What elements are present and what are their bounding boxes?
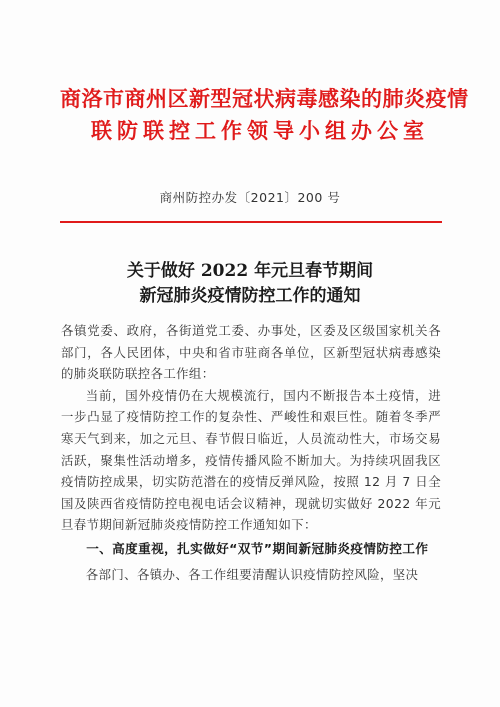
document-number: 商州防控办发〔2021〕200 号	[159, 190, 341, 205]
body-paragraph: 各部门、各镇办、各工作组要清醒认识疫情防控风险，坚决	[85, 566, 419, 582]
document-title-line2: 新冠肺炎疫情防控工作的通知	[139, 286, 361, 306]
red-header-rule	[60, 221, 442, 223]
body-paragraph: 当前，国外疫情仍在大规模流行，国内不断报告本土疫情，进一步凸显了疫情防控工作的复杂性、严峻性和艰巨性。随着冬季严寒天气到来，加之元旦、春节假日临近，人员流动性大，市场交易活跃，聚集性活动增多，疫情传播风险不断加大。为持续巩固我区疫情防控成果，切实防范潜在的疫情反弹风险，按照 12 月 7 日全国及陕西省疫情防控电视电话会议精神，现就切实做好 2022 年元旦春节期间新冠肺炎疫情防控工作通知如下：	[61, 387, 441, 533]
section-heading: 一、高度重视，扎实做好“双节”期间新冠肺炎疫情防控工作	[86, 540, 429, 556]
document-body	[61, 320, 441, 585]
issuing-office-name-line2: 联防联控工作领导小组办公室	[91, 118, 429, 143]
document-title-line1: 关于做好 2022 年元旦春节期间	[126, 261, 374, 281]
issuing-office-name-line1: 商洛市商州区新型冠状病毒感染的肺炎疫情	[60, 86, 469, 111]
recipients-paragraph: 各镇党委、政府，各街道党工委、办事处，区委及区级国家机关各部门，各人民团体，中央和省市驻商各单位，区新型冠状病毒感染的肺炎联防联控各工作组：	[61, 323, 441, 382]
